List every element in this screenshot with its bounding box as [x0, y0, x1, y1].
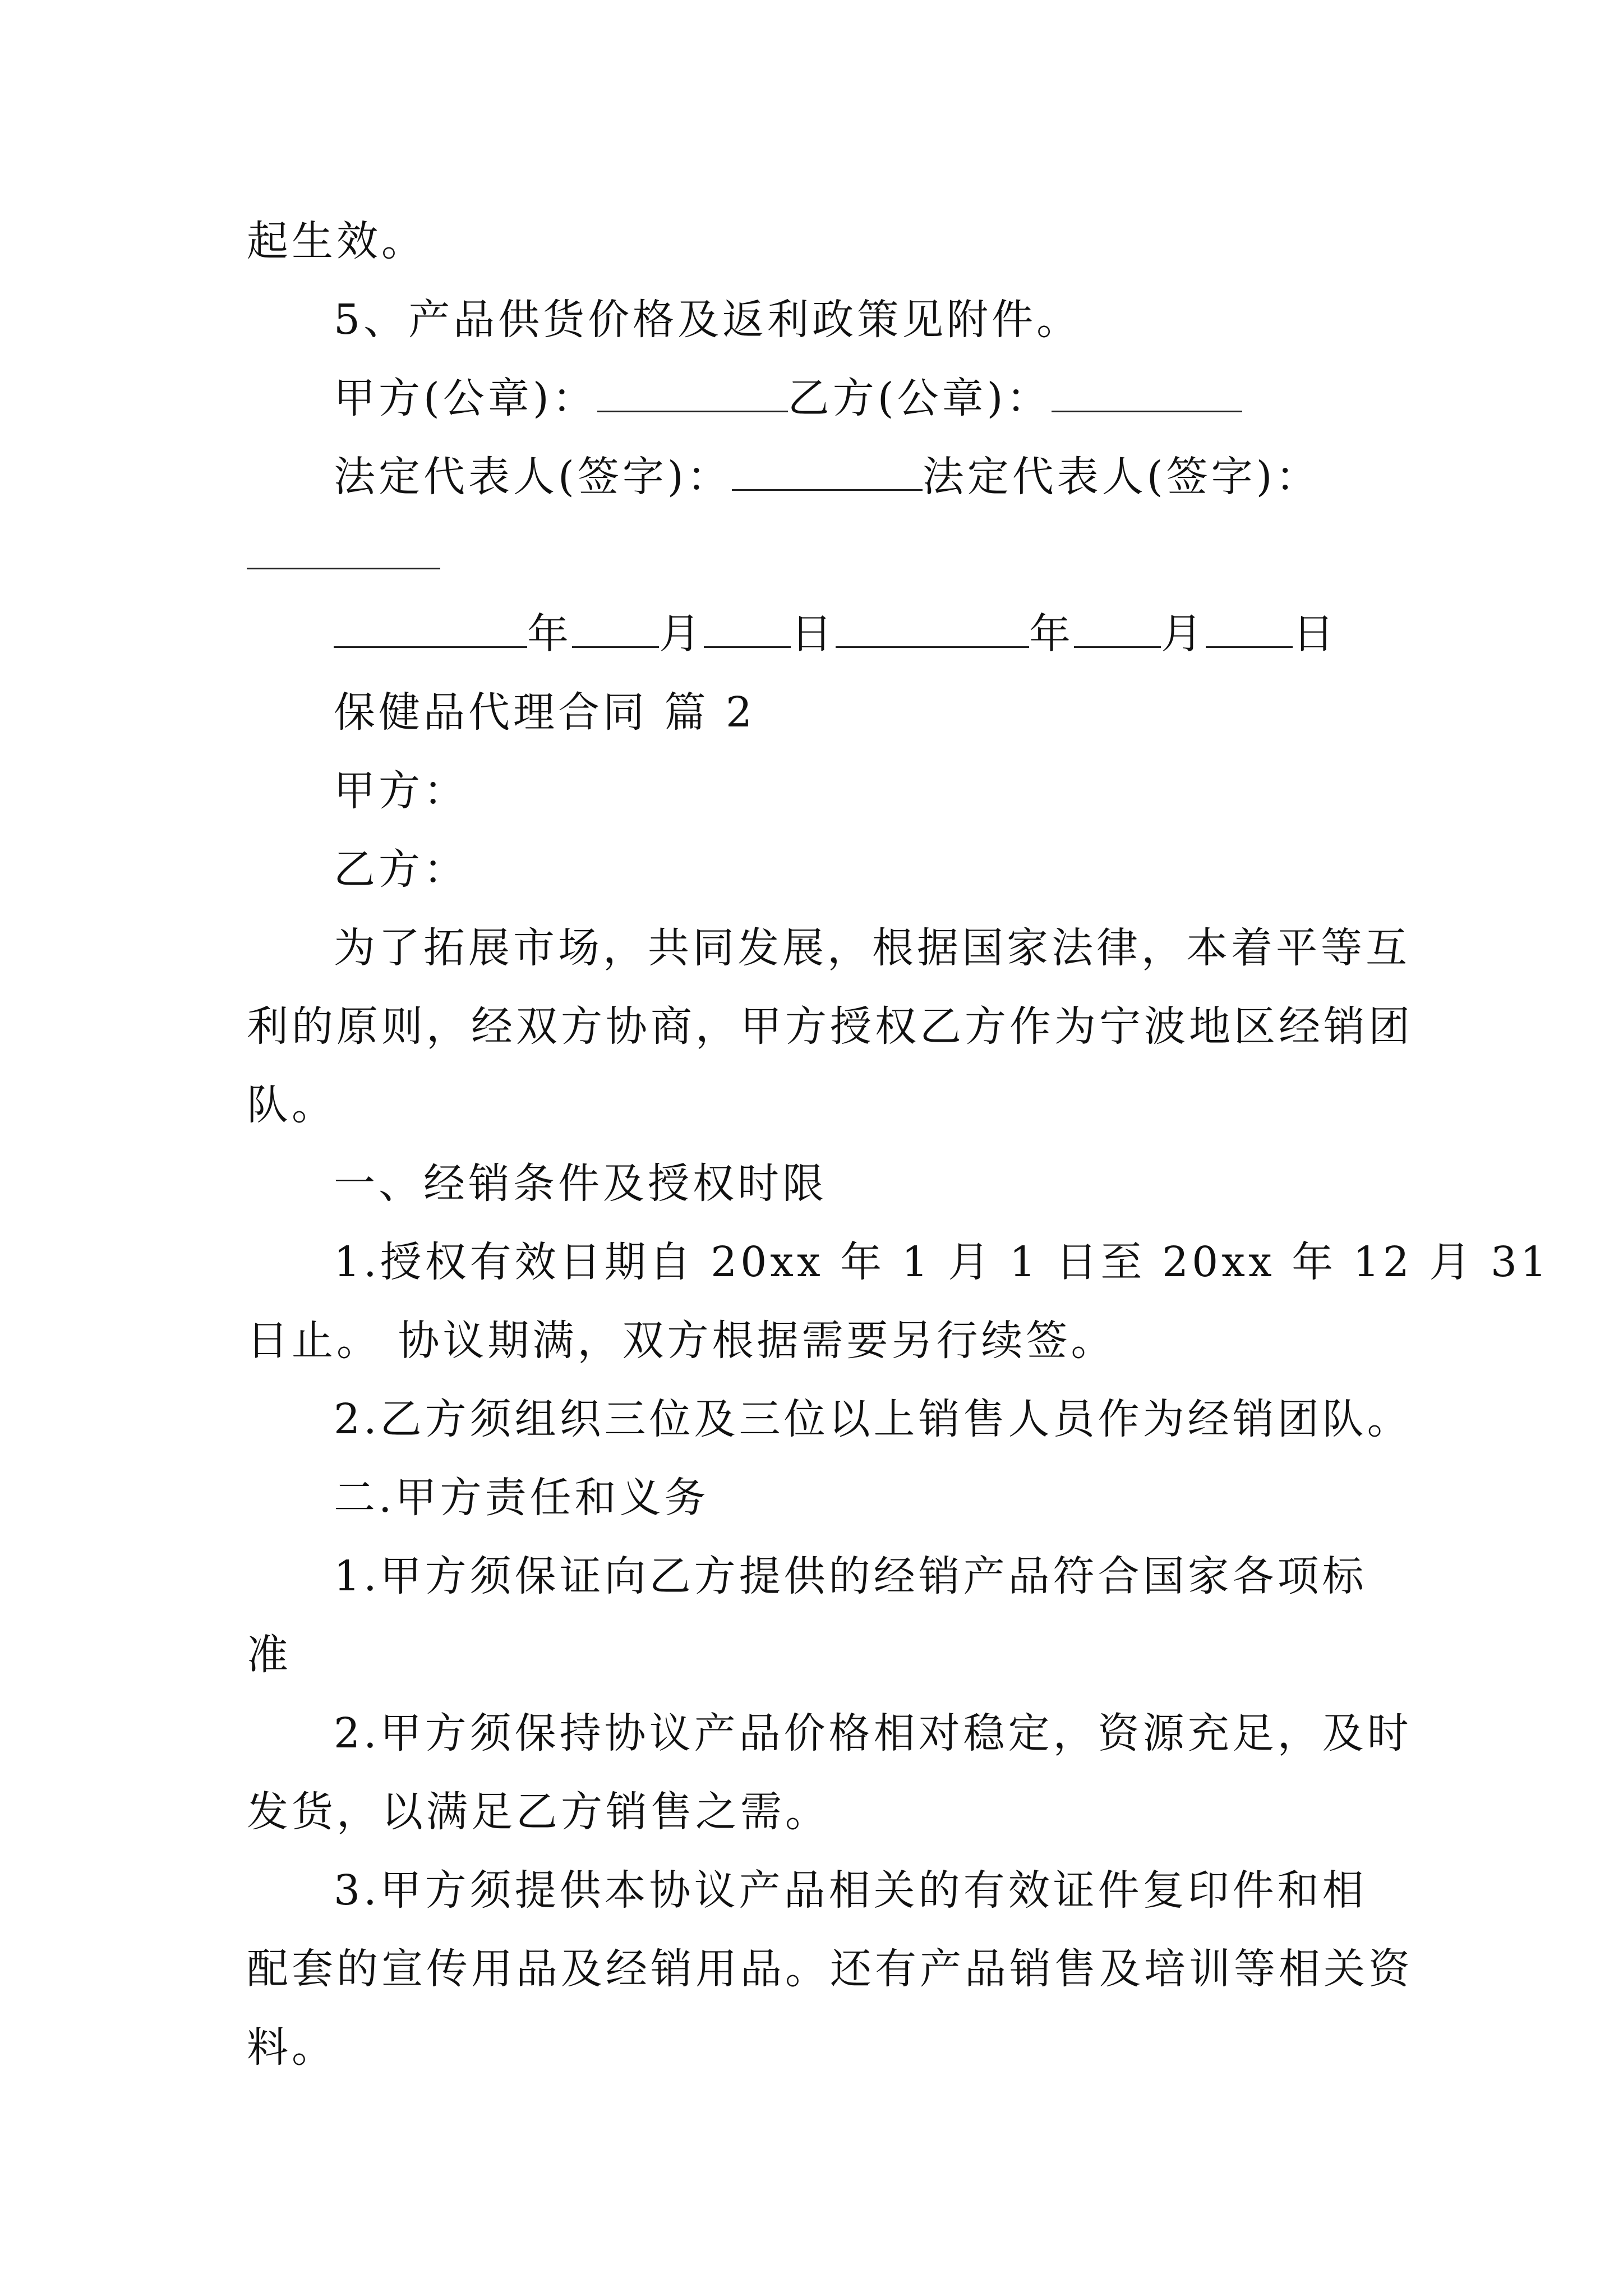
clause-2-3-line-1: 3.甲方须提供本协议产品相关的有效证件复印件和相: [334, 1866, 1367, 1915]
preamble-line-2: 利的原则，经双方协商，甲方授权乙方作为宁波地区经销团: [247, 1002, 1413, 1051]
heading-party-a-duties: 二.甲方责任和义务: [334, 1474, 709, 1522]
party-a-representative-label: 法定代表人(签字)：: [334, 453, 732, 501]
text-line-effective: 起生效。: [247, 217, 426, 265]
clause-2-1-line-1: 1.甲方须保证向乙方提供的经销产品符合国家各项标: [334, 1552, 1367, 1600]
party-b-year-blank: [836, 610, 1029, 648]
clause-2-1-line-2: 准: [247, 1631, 292, 1679]
party-b-representative-blank-line: [247, 527, 440, 583]
clause-2-2-line-2: 发货，以满足乙方销售之需。: [247, 1788, 830, 1836]
legal-representative-line: [334, 449, 1321, 505]
party-a-year-label: 年: [527, 610, 572, 658]
date-line: [334, 606, 1338, 662]
party-b-seal-label: 乙方(公章)：: [787, 374, 1052, 422]
text-line-price-policy: 5、产品供货价格及返利政策见附件。: [334, 296, 1082, 344]
clause-2-3-line-3: 料。: [247, 2023, 336, 2072]
party-b-year-label: 年: [1029, 610, 1074, 658]
heading-conditions: 一、经销条件及授权时限: [334, 1159, 827, 1208]
party-a-month-blank: [572, 610, 659, 648]
party-a-representative-blank: [732, 453, 923, 491]
clause-1-1-line-1: 1.授权有效日期自 20xx 年 1 月 1 日至 20xx 年 12 月 31: [334, 1238, 1551, 1286]
party-b-label: 乙方：: [334, 845, 468, 894]
party-b-seal-blank: [1052, 375, 1242, 412]
party-b-month-label: 月: [1161, 610, 1206, 658]
party-a-day-label: 日: [791, 610, 836, 658]
party-b-representative-label: 法定代表人(签字)：: [922, 453, 1321, 501]
section-title-contract-2: 保健品代理合同 篇 2: [334, 688, 756, 737]
party-b-representative-blank: [247, 532, 440, 569]
party-b-day-label: 日: [1293, 610, 1338, 658]
clause-2-3-line-2: 配套的宣传用品及经销用品。还有产品销售及培训等相关资: [247, 1945, 1413, 1993]
clause-1-2: 2.乙方须组织三位及三位以上销售人员作为经销团队。: [334, 1395, 1412, 1443]
party-a-label: 甲方：: [334, 767, 468, 815]
clause-1-1-line-2: 日止。 协议期满，双方根据需要另行续签。: [247, 1317, 1116, 1365]
clause-2-2-line-1: 2.甲方须保持协议产品价格相对稳定，资源充足，及时: [334, 1709, 1412, 1757]
party-a-seal-blank: [597, 375, 788, 412]
preamble-line-1: 为了拓展市场，共同发展，根据国家法律，本着平等互: [334, 924, 1410, 972]
preamble-line-3: 队。: [247, 1081, 336, 1129]
party-a-year-blank: [334, 610, 527, 648]
party-b-month-blank: [1074, 610, 1161, 648]
signature-seal-line: [334, 370, 1242, 426]
party-a-day-blank: [704, 610, 791, 648]
party-b-day-blank: [1206, 610, 1293, 648]
party-a-month-label: 月: [659, 610, 704, 658]
party-a-seal-label: 甲方(公章)：: [334, 374, 597, 422]
